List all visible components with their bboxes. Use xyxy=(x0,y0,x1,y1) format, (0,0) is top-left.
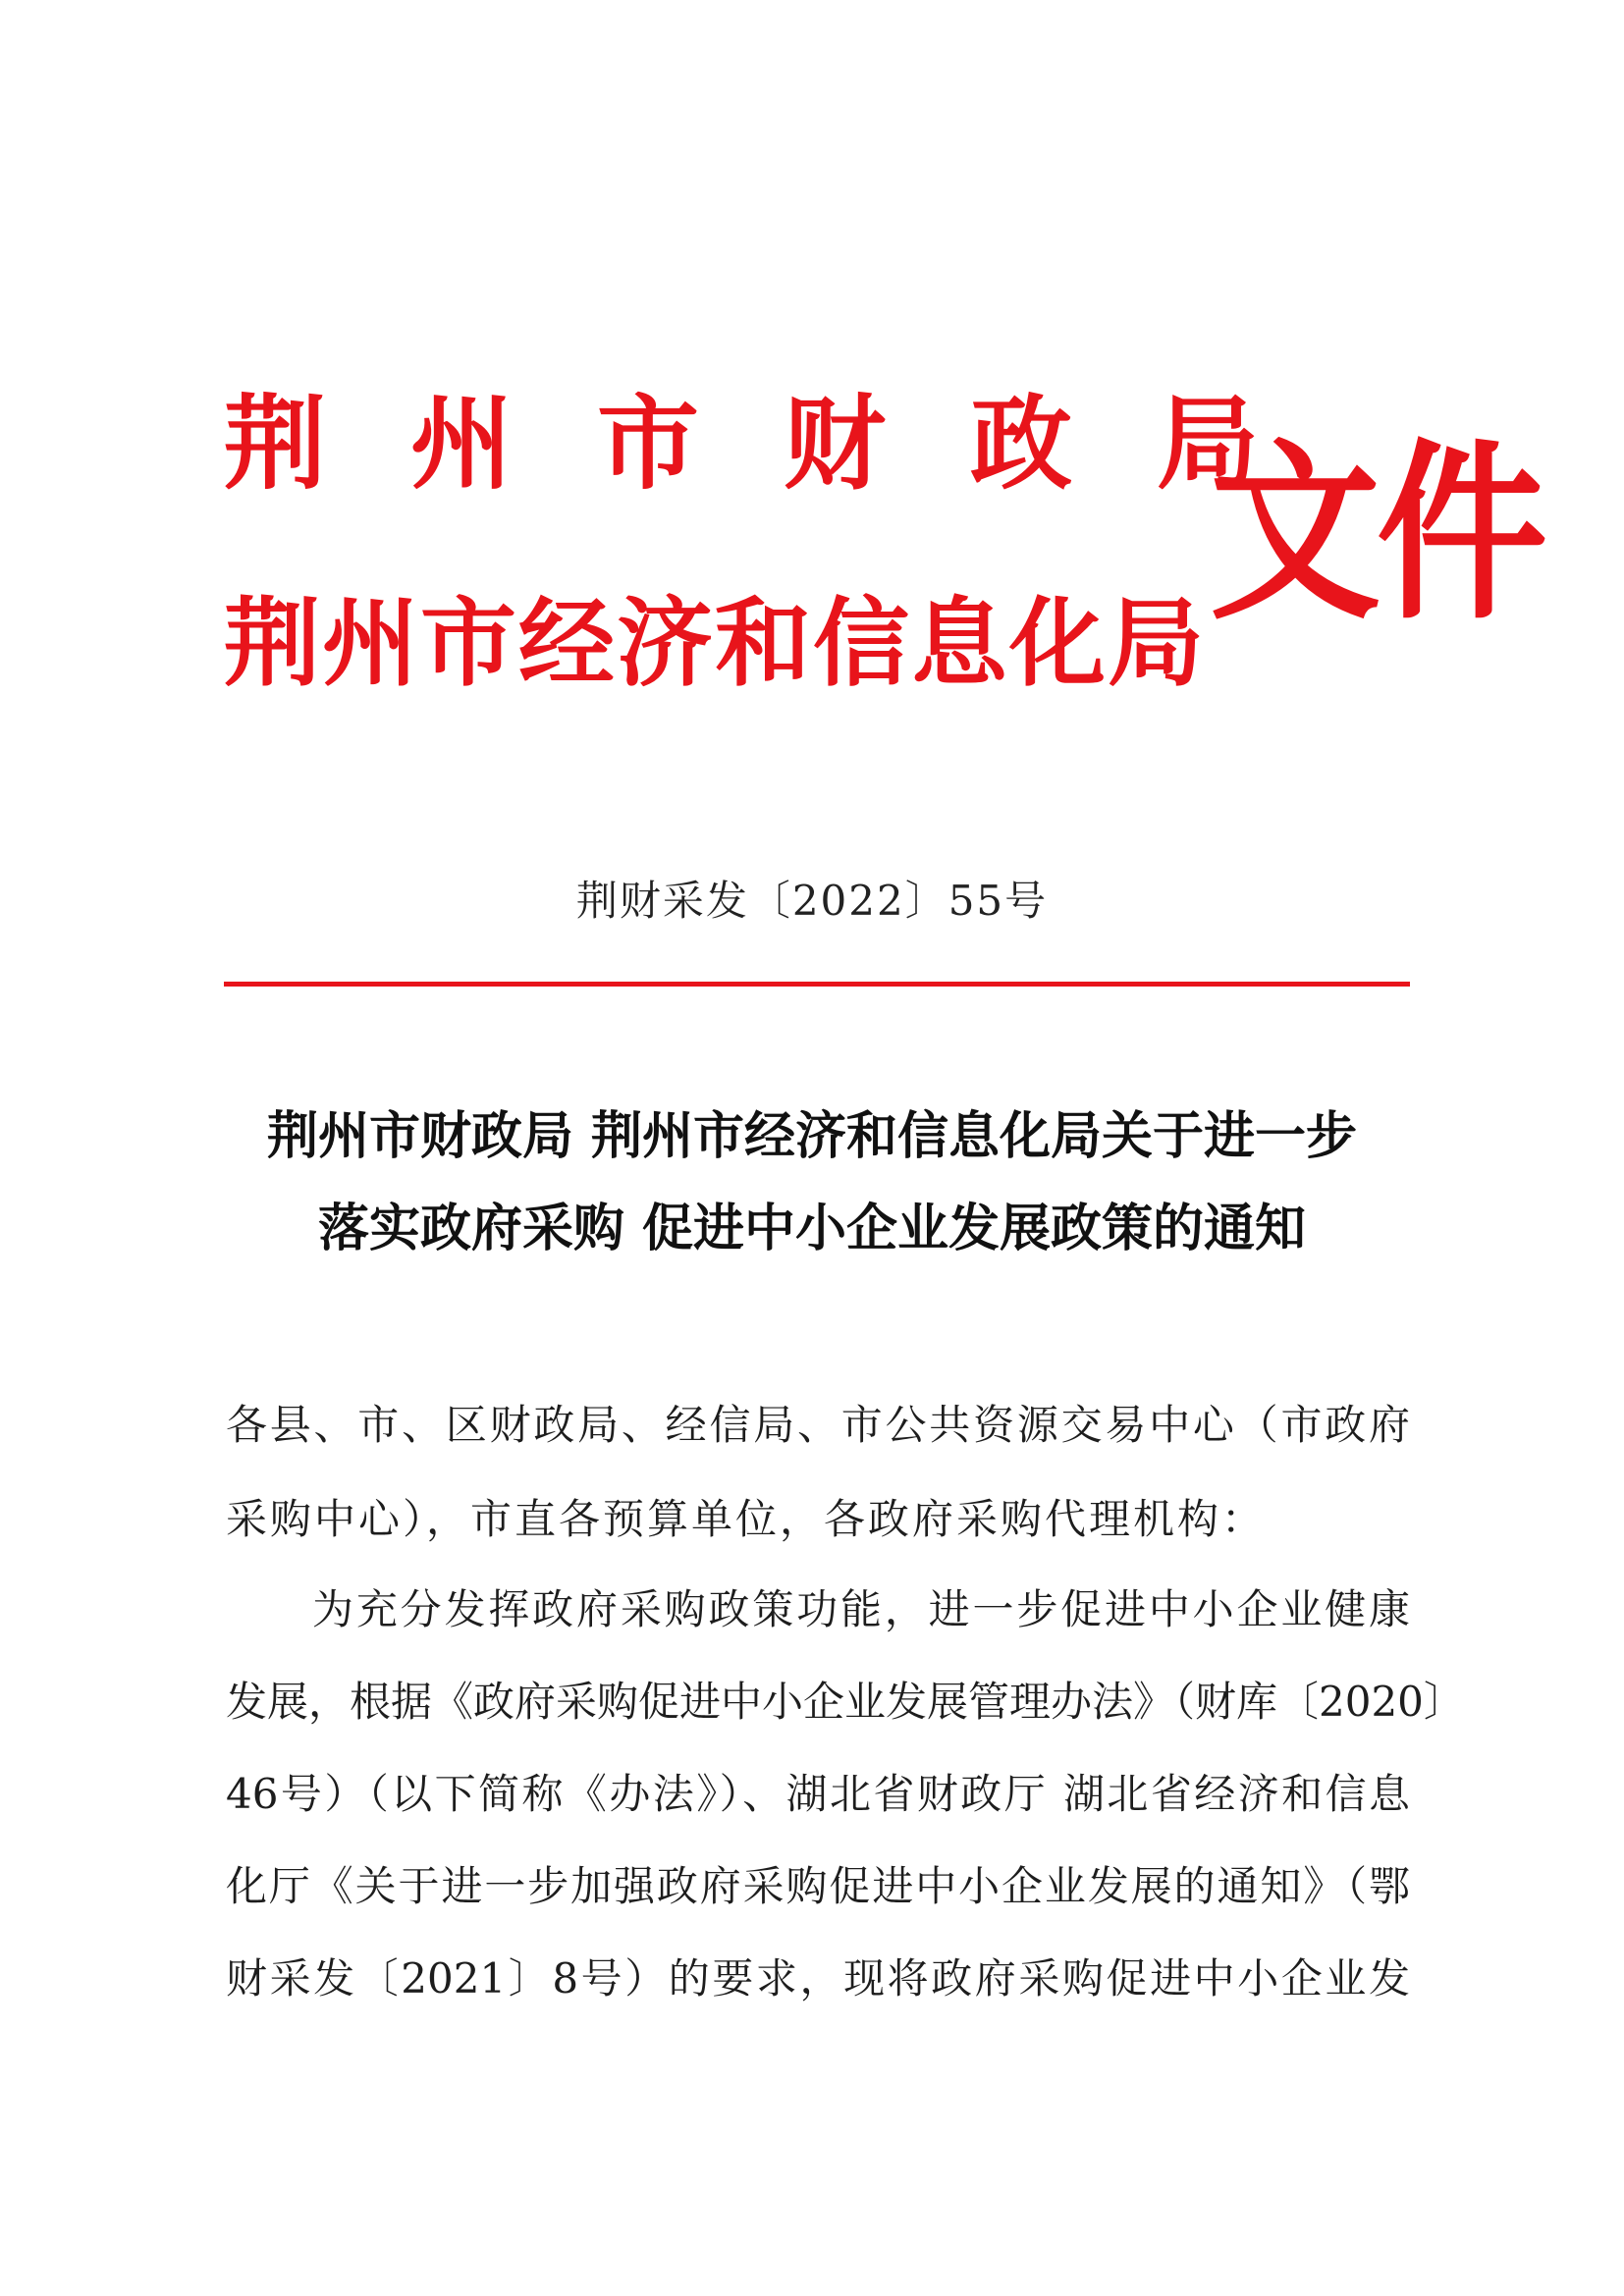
masthead-issuer-2: 荆州市经济和信息化局 xyxy=(224,587,1207,700)
body-line: 化厅《关于进一步加强政府采购促进中小企业发展的通知》（鄂 xyxy=(226,1862,1410,1910)
document-title-line-2: 落实政府采购 促进中小企业发展政策的通知 xyxy=(317,1199,1307,1258)
body-line: 采购中心），市直各预算单位，各政府采购代理机构： xyxy=(226,1495,1267,1543)
body-line: 为充分发挥政府采购政策功能，进一步促进中小企业健康 xyxy=(312,1585,1410,1633)
body-line: 财采发〔2021〕8号）的要求，现将政府采购促进中小企业发 xyxy=(226,1954,1410,2002)
red-separator-rule xyxy=(224,982,1410,987)
body-line: 发展，根据《政府采购促进中小企业发展管理办法》（财库〔2020〕 xyxy=(226,1678,1465,1726)
document-number: 荆财采发〔2022〕55号 xyxy=(575,877,1049,925)
masthead-issuer-1: 荆州市财政局 xyxy=(224,383,1344,504)
body-line: 各县、市、区财政局、经信局、市公共资源交易中心（市政府 xyxy=(226,1401,1410,1449)
document-title-line-1: 荆州市财政局 荆州市经济和信息化局关于进一步 xyxy=(266,1106,1358,1166)
body-line: 46号）（以下简称《办法》）、湖北省财政厅 湖北省经济和信息 xyxy=(226,1770,1410,1818)
masthead-document-label: 文件 xyxy=(1210,421,1544,647)
